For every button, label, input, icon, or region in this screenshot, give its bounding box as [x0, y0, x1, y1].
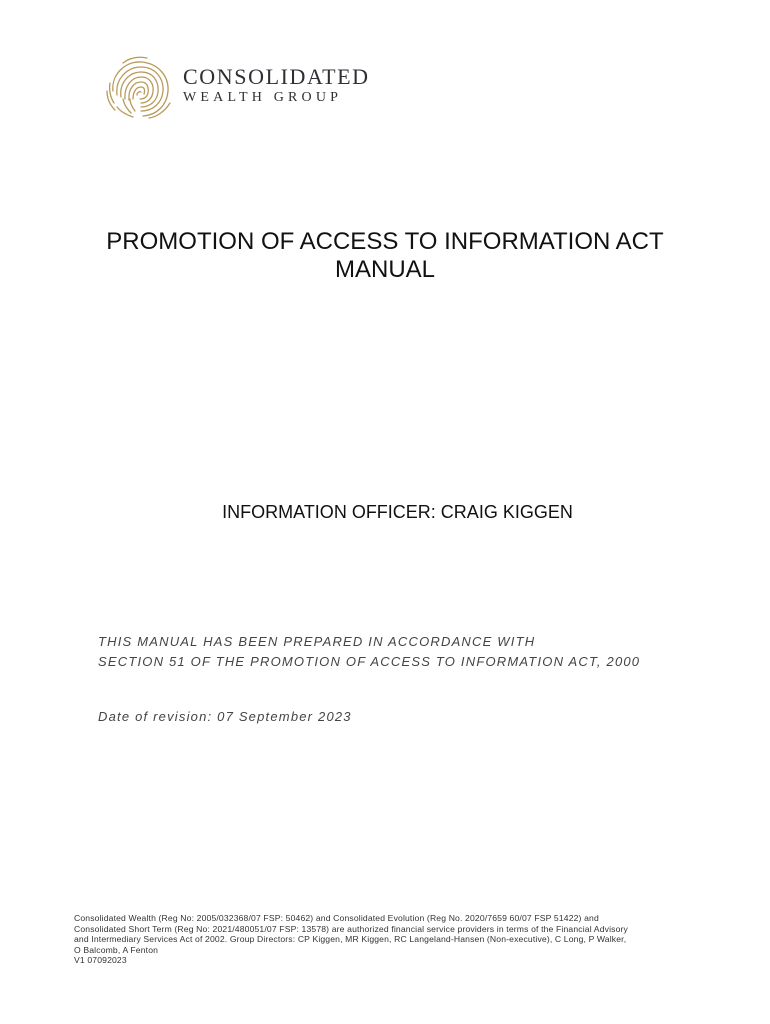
statement-line-1: THIS MANUAL HAS BEEN PREPARED IN ACCORDANCE WITH	[98, 634, 536, 649]
logo-company-name: CONSOLIDATED	[183, 64, 370, 89]
information-officer: INFORMATION OFFICER: CRAIG KIGGEN	[222, 502, 573, 522]
title-line-1: PROMOTION OF ACCESS TO INFORMATION ACT	[106, 228, 664, 255]
footer-version: V1 07092023	[74, 955, 127, 965]
footer-line-4: O Balcomb, A Fenton	[74, 944, 159, 955]
statement-line-2: SECTION 51 OF THE PROMOTION OF ACCESS TO INFORMATION ACT, 2000	[98, 654, 641, 669]
fingerprint-logo-icon	[105, 55, 175, 121]
footer-line-3: and Intermediary Services Act of 2002. Group Directors: CP Kiggen, MR Kiggen, RC Langeland-Hansen (Non-executive), C Long, P Walker,	[74, 934, 627, 944]
footer-line-1: Consolidated Wealth (Reg No: 2005/032368/07 FSP: 50462) and Consolidated Evolution (Reg No. 2020/7659 60/07 FSP 51422) and	[74, 913, 599, 923]
company-logo	[105, 55, 375, 125]
preparation-statement	[98, 632, 718, 672]
footer-line-2: Consolidated Short Term (Reg No: 2021/480051/07 FSP: 13578) are authorized financial service providers in terms of the Financial Advisory	[74, 923, 628, 934]
title-line-2: MANUAL	[334, 256, 436, 283]
logo-group-name: WEALTH GROUP	[183, 90, 343, 105]
revision-date: Date of revision: 07 September 2023	[98, 709, 352, 724]
footer-legal-text	[74, 913, 704, 966]
logo-text	[183, 65, 370, 107]
document-title	[40, 228, 730, 284]
